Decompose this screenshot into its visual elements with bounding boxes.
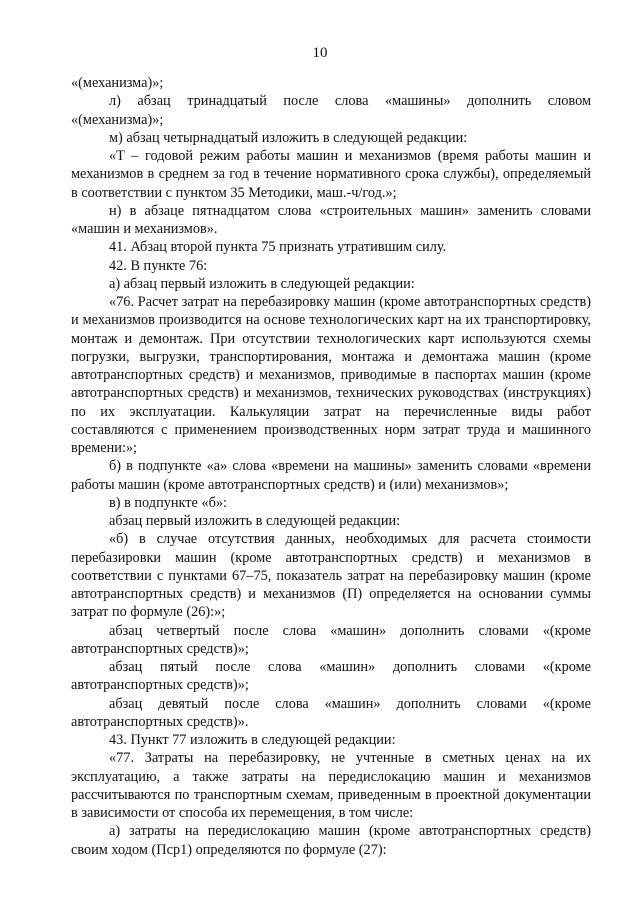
paragraph: 43. Пункт 77 изложить в следующей редакции: <box>109 732 396 748</box>
paragraph: «76. Расчет затрат на перебазировку машин (кроме автотранспортных средств) и механизмов производится на основе технологических карт на их транспортировку, монтаж и демонтаж. При отсутствии технологических карт используются схемы погрузки, выгрузки, транспортирования, монтажа и демонтажа машин (кроме автотранспортных средств) и механизмов, приводимые в паспортах машин (кроме автотранспортных средств) и механизмов, технических руководствах (инструкциях) по их эксплуатации. Калькуляции затрат на перечисленные виды работ составляются с применением производственных норм затрат труда и машинного времени:»; <box>71 294 591 456</box>
paragraph: а) абзац первый изложить в следующей редакции: <box>109 275 415 292</box>
paragraph: абзац девятый после слова «машин» дополнить словами «(кроме автотранспортных средств)». <box>71 695 591 730</box>
paragraph: абзац четвертый после слова «машин» дополнить словами «(кроме автотранспортных средств)»; <box>71 622 591 657</box>
paragraph: 41. Абзац второй пункта 75 признать утратившим силу. <box>109 239 447 256</box>
paragraph: «77. Затраты на перебазировку, не учтенные в сметных ценах на их эксплуатацию, а также затраты на передислокацию машин и механизмов рассчитываются по транспортным схемам, приведенным в проектной документации в зависимости от способа их перемещения, в том числе: <box>71 750 591 821</box>
paragraph: абзац первый изложить в следующей редакции: <box>109 513 401 529</box>
paragraph: абзац пятый после слова «машин» дополнить словами «(кроме автотранспортных средств)»; <box>71 659 591 694</box>
paragraph: «(механизма)»; <box>71 75 164 91</box>
paragraph: «T – годовой режим работы машин и механизмов (время работы машин и механизмов в среднем за год в течение нормативного срока службы), определяемый в соответствии с пунктом 35 Методики, маш.-ч/год.»; <box>71 148 591 201</box>
paragraph: в) в подпункте «б»: <box>109 494 227 511</box>
paragraph: а) затраты на передислокацию машин (кроме автотранспортных средств) своим ходом (Пср1) определяются по формуле (27): <box>71 823 591 858</box>
paragraph: м) абзац четырнадцатый изложить в следующей редакции: <box>109 129 468 146</box>
paragraph: б) в подпункте «а» слова «времени на машины» заменить словами «времени работы машин (кроме автотранспортных средств) и (или) механизмов»; <box>71 458 591 493</box>
page-number: 10 <box>312 45 328 61</box>
paragraph: «б) в случае отсутствия данных, необходимых для расчета стоимости перебазировки машин (кроме автотранспортных средств) и механизмов в соответствии с пунктами 67–75, показатель затрат на перебазировку машин (кроме автотранспортных средств) и механизмов (П) определяется на основании суммы затрат по формуле (26):»; <box>71 531 591 621</box>
paragraph: н) в абзаце пятнадцатом слова «строительных машин» заменить словами «машин и механизмов». <box>71 202 591 237</box>
document-body <box>71 74 591 859</box>
paragraph: л) абзац тринадцатый после слова «машины» дополнить словом «(механизма)»; <box>71 93 591 128</box>
paragraph: 42. В пункте 76: <box>109 257 208 274</box>
